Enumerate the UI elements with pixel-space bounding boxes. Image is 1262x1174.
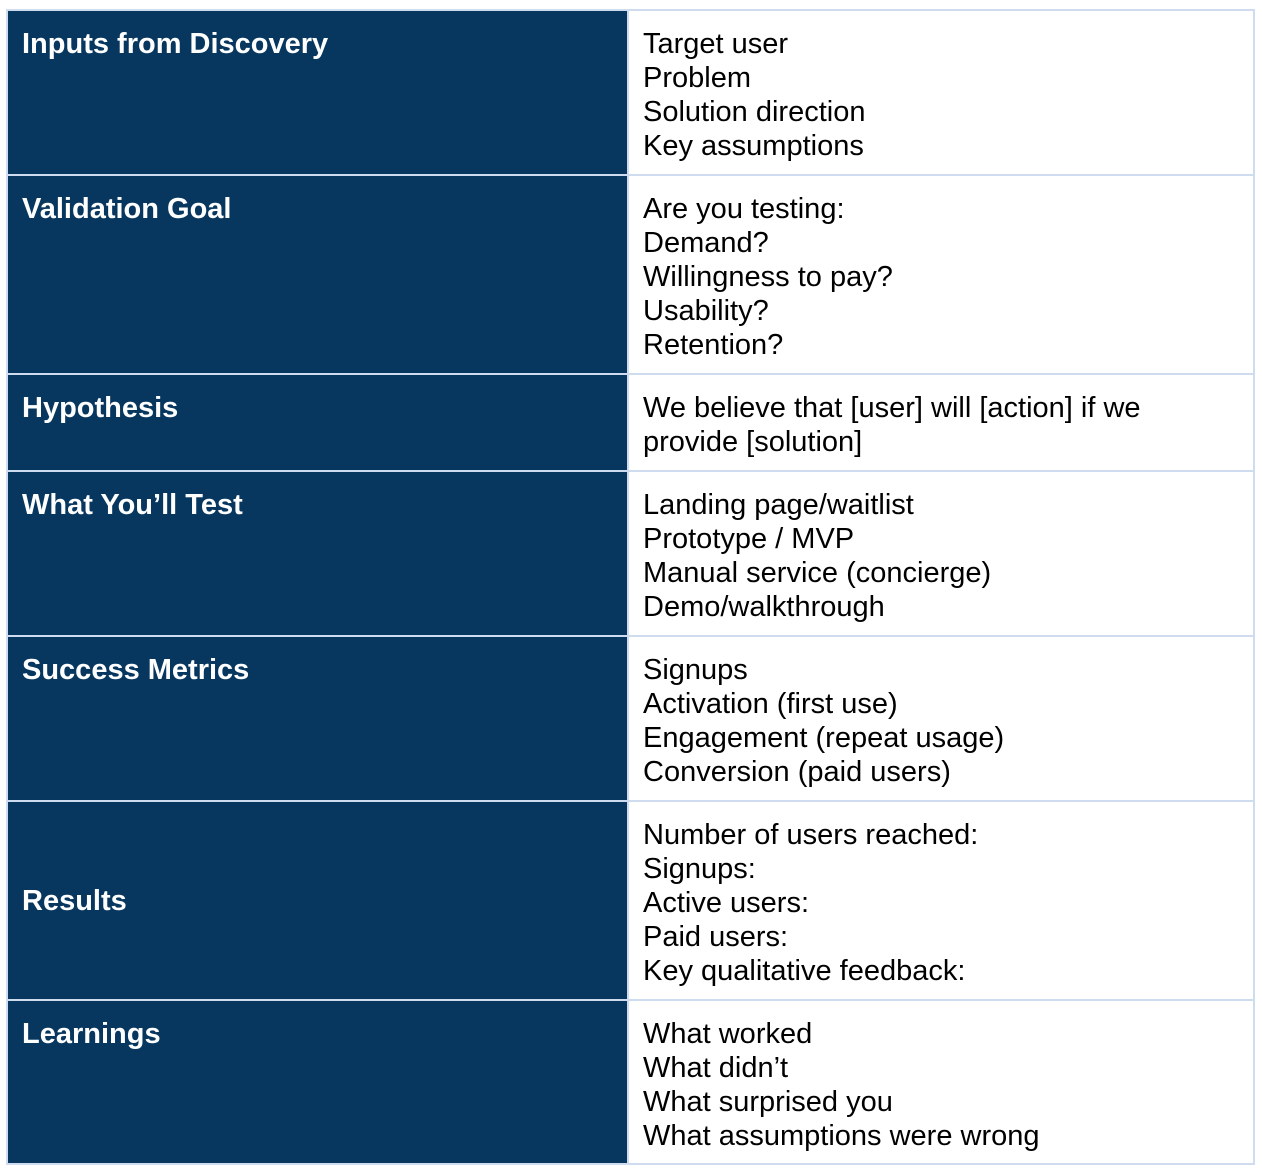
- row-content-success-metrics: [628, 636, 1254, 801]
- row-label-hypothesis: Hypothesis: [7, 374, 628, 471]
- list-item: Paid users:: [643, 921, 789, 953]
- table-row-success-metrics: [7, 636, 1254, 801]
- list-item: Number of users reached:: [643, 819, 979, 851]
- list-item: Signups:: [643, 853, 756, 885]
- row-label-validation-goal: Validation Goal: [7, 175, 628, 374]
- list-item: Solution direction: [643, 96, 866, 128]
- list-item: What didn’t: [643, 1052, 789, 1084]
- table-row-learnings: [7, 1000, 1254, 1164]
- hypothesis-statement: We believe that [user] will [action] if we provide [solution]: [643, 392, 1141, 458]
- list-item: Prototype / MVP: [643, 523, 855, 555]
- list-item: Problem: [643, 62, 751, 94]
- table-row-what-youll-test: [7, 471, 1254, 636]
- row-content-inputs-from-discovery: [628, 10, 1254, 175]
- list-item: Key qualitative feedback:: [643, 955, 966, 987]
- list-item: What worked: [643, 1018, 813, 1050]
- row-label-results: Results: [7, 801, 628, 1000]
- list-item: Activation (first use): [643, 688, 898, 720]
- row-content-results: [628, 801, 1254, 1000]
- row-content-validation-goal: [628, 175, 1254, 374]
- list-item: Manual service (concierge): [643, 557, 992, 589]
- row-label-inputs-from-discovery: Inputs from Discovery: [7, 10, 628, 175]
- list-item: Usability?: [643, 295, 769, 327]
- row-content-what-youll-test: [628, 471, 1254, 636]
- list-item: Are you testing:: [643, 193, 845, 225]
- row-label-success-metrics: Success Metrics: [7, 636, 628, 801]
- list-item: Demand?: [643, 227, 769, 259]
- row-label-what-youll-test: What You’ll Test: [7, 471, 628, 636]
- list-item: Demo/walkthrough: [643, 591, 885, 623]
- list-item: Engagement (repeat usage): [643, 722, 1005, 754]
- table-row-hypothesis: [7, 374, 1254, 471]
- list-item: Active users:: [643, 887, 809, 919]
- list-item: What surprised you: [643, 1086, 893, 1118]
- list-item: Target user: [643, 28, 789, 60]
- list-item: Retention?: [643, 329, 784, 361]
- list-item: Key assumptions: [643, 130, 864, 162]
- list-item: Conversion (paid users): [643, 756, 951, 788]
- validation-template-table: [6, 9, 1255, 1165]
- list-item: Signups: [643, 654, 748, 686]
- table-row-inputs-from-discovery: [7, 10, 1254, 175]
- list-item: Landing page/waitlist: [643, 489, 914, 521]
- row-content-learnings: [628, 1000, 1254, 1164]
- list-item: What assumptions were wrong: [643, 1120, 1040, 1152]
- table-row-results: [7, 801, 1254, 1000]
- list-item: Willingness to pay?: [643, 261, 893, 293]
- row-content-hypothesis: [628, 374, 1254, 471]
- table-row-validation-goal: [7, 175, 1254, 374]
- validation-template-table-wrapper: [6, 9, 1255, 1165]
- row-label-learnings: Learnings: [7, 1000, 628, 1164]
